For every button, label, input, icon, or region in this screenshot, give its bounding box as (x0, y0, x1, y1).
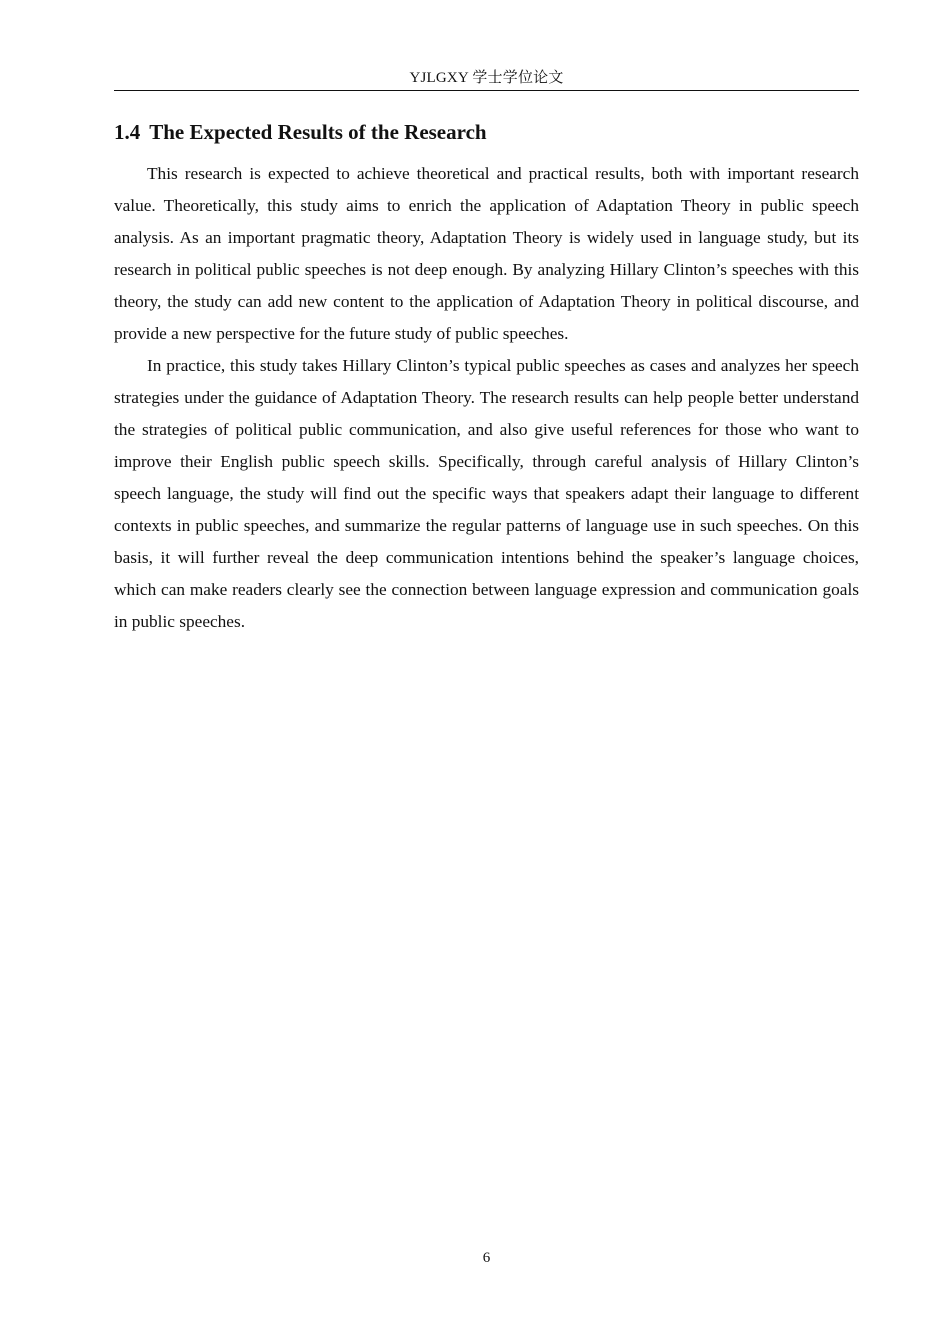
section-title: The Expected Results of the Research (149, 120, 487, 144)
paragraph-practical-results: In practice, this study takes Hillary Clinton’s typical public speeches as cases and analyzes her speech strategies under the guidance of Adaptation Theory. The research results can help people better understand the strategies of political public communication, and also give useful references for those who want to improve their English public speech skills. Specifically, through careful analysis of Hillary Clinton’s speech language, the study will find out the specific ways that speakers adapt their language to different contexts in public speeches, and summarize the regular patterns of language use in such speeches. On this basis, it will further reveal the deep communication intentions behind the speaker’s language choices, which can make readers clearly see the connection between language expression and communication goals in public speeches. (114, 356, 859, 631)
paragraph-theoretical-results: This research is expected to achieve theoretical and practical results, both with important research value. Theoretically, this study aims to enrich the application of Adaptation Theory in public speech analysis. As an important pragmatic theory, Adaptation Theory is widely used in language study, but its research in political public speeches is not deep enough. By analyzing Hillary Clinton’s speeches with this theory, the study can add new content to the application of Adaptation Theory in political discourse, and provide a new perspective for the future study of public speeches. (114, 164, 859, 343)
section-number: 1.4 (114, 120, 141, 144)
header-divider (114, 90, 859, 91)
page-number: 6 (482, 1250, 491, 1266)
running-header: YJLGXY 学士学位论文 (409, 70, 564, 86)
section-heading (114, 118, 859, 146)
section-body (114, 158, 859, 638)
